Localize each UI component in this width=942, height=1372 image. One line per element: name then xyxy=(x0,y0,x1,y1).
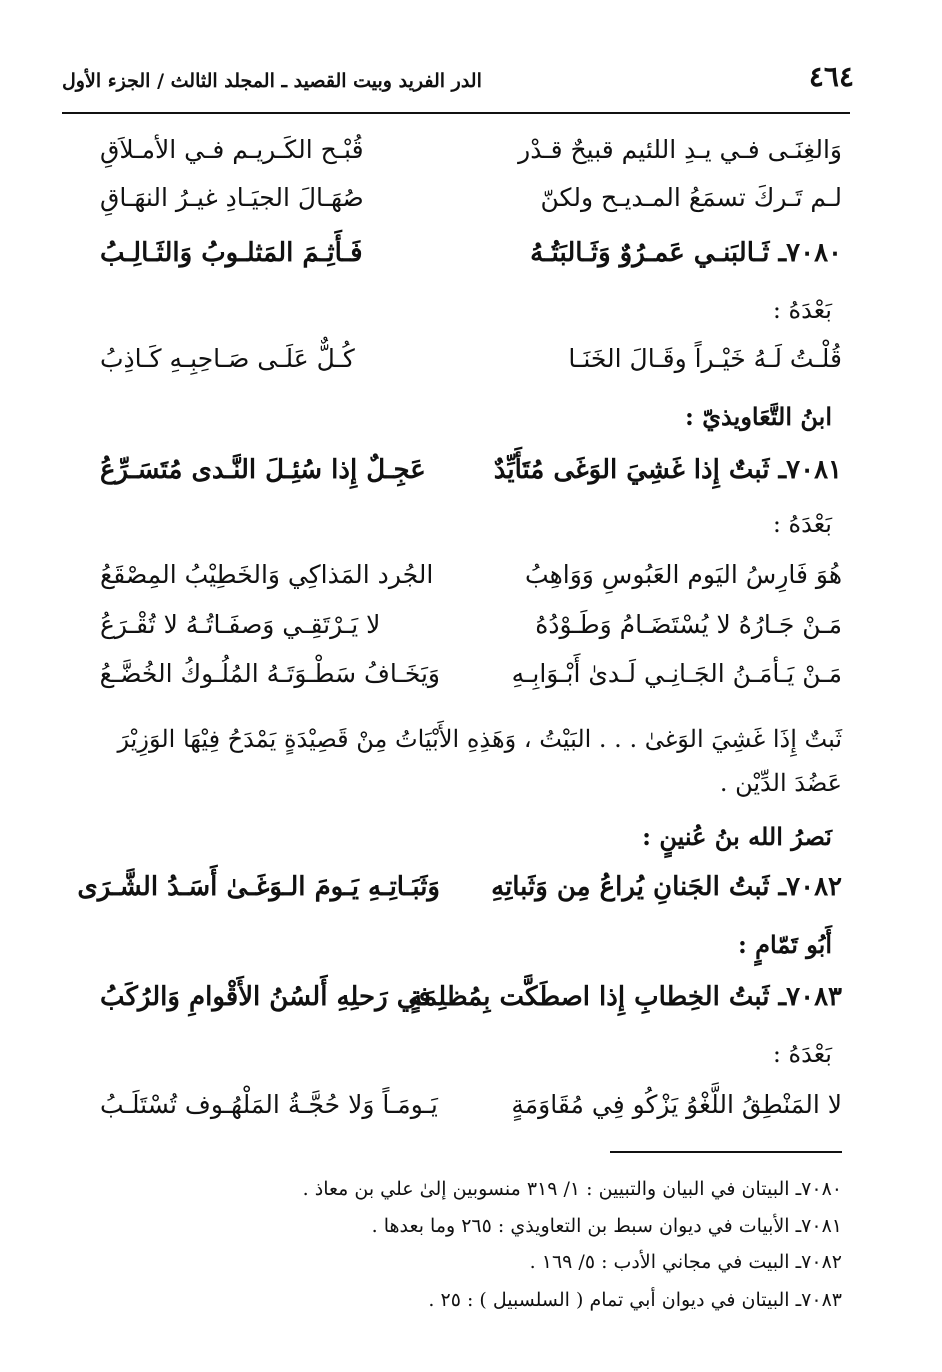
second-hemistich: وَثَبَـاتِـهِ يَـومَ الـوَغَـىٰ أَسَـدُ الشَّـرَى xyxy=(77,872,440,902)
section-label-after: بَعْدَهُ : xyxy=(772,296,832,324)
section-label-after: بَعْدَهُ : xyxy=(772,510,832,538)
verse-line xyxy=(100,560,842,589)
second-hemistich: وَيَخَـافُ سَطْـوَتَـهُ المُلُـوكُ الخُضَّـعُ xyxy=(99,659,440,688)
first-hemistich: قُلْـتُ لَـهُ خَيْـراً وقَـالَ الخَنَـا xyxy=(568,344,842,373)
second-hemistich: لا يَـرْتَقِـي وَصفَـاتُـهُ لا تُقْـرَعُ xyxy=(100,610,381,639)
verse-line-7080 xyxy=(100,238,842,268)
header-divider xyxy=(62,112,850,114)
verse-line-7081 xyxy=(100,455,842,485)
verse-line-7082 xyxy=(77,872,842,902)
verse-line-7083 xyxy=(100,982,842,1012)
poet-name-ibn-taawidhi: ابنُ التَّعَاويذيّ : xyxy=(685,402,832,431)
first-hemistich: مَـنْ يَـأمَـنُ الجَـانِـي لَـدىٰ أَبْـوَابِـهِ xyxy=(511,659,842,688)
first-hemistich: مَـنْ جَـارُهُ لا يُسْتَضَـامُ وَطَـوْدُهُ xyxy=(535,610,842,639)
footnote-divider xyxy=(610,1151,842,1153)
footnote-7080: ٧٠٨٠ـ البيتان في البيان والتبيين : ١/ ٣١٩ منسوبين إلىٰ علي بن معاذ . xyxy=(302,1178,842,1200)
footnote-7083: ٧٠٨٣ـ البيتان في ديوان أبي تمام ( السلسبيل ) : ٢٥ . xyxy=(428,1289,842,1311)
second-hemistich: الجُرد المَذاكِي وَالخَطِيْبُ المِصْقَعُ xyxy=(100,560,434,589)
verse-line xyxy=(100,659,842,688)
section-label-after: بَعْدَهُ : xyxy=(772,1040,832,1068)
running-title: الدر الفريد وبيت القصيد ـ المجلد الثالث / الجزء الأول xyxy=(62,70,482,92)
first-hemistich: ٧٠٨٣ـ ثَبتُ الخِطابِ إِذا اصطَكَّت بِمُظلِمَةٍ xyxy=(409,982,842,1012)
first-hemistich: لـم تَـركَ تسمَعُ المـديـح ولكنّ xyxy=(540,183,842,212)
second-hemistich: عَجِـلٌ إِذا سُئِـلَ النَّـدى مُتَسَـرِّعُ xyxy=(100,455,426,485)
first-hemistich: ٧٠٨٢ـ ثَبتُ الجَنانِ يُراعُ مِن وَثَباتِهِ xyxy=(491,872,842,902)
first-hemistich: هُوَ فَارِسُ اليَوم العَبُوسِ وَوَاهِبُ xyxy=(525,560,842,589)
commentary-line: عَضُدَ الدِّيْن . xyxy=(719,769,842,797)
second-hemistich: قُبْـح الكَـريـم فـي الأمـلاَقِ xyxy=(100,135,364,164)
second-hemistich: فَـأَثِـمَ المَثلـوبُ وَالثَـالِـبُ xyxy=(100,238,363,268)
verse-line xyxy=(100,183,842,212)
verse-line xyxy=(100,610,842,639)
second-hemistich: في رَحلِهِ أَلسُنُ الأَقْوامِ وَالرُكَبُ xyxy=(100,982,431,1012)
poet-name-abu-tammam: أَبُو تَمّامٍ : xyxy=(737,930,832,959)
footnote-7081: ٧٠٨١ـ الأبيات في ديوان سبط بن التعاويذي : ٢٦٥ وما بعدها . xyxy=(371,1215,842,1237)
second-hemistich: يَـومَـاً وَلا حُجَّـةُ المَلْهُـوف تُسْتَلَـبُ xyxy=(100,1090,438,1119)
verse-line xyxy=(100,344,842,373)
verse-line xyxy=(100,1090,842,1119)
first-hemistich: لا المَنْطِقُ اللَّغْوُ يَزْكُو فِي مُقَاوَمَةٍ xyxy=(511,1090,842,1119)
footnote-7082: ٧٠٨٢ـ البيت في مجاني الأدب : ٥/ ١٦٩ . xyxy=(529,1251,842,1273)
poet-name-nasrullah: نَصرُ الله بنُ عُنينٍ : xyxy=(642,822,832,851)
page-number: ٤٦٤ xyxy=(808,60,854,93)
commentary-line: ثَبتٌ إِذَا غَشِيَ الوَغىٰ . . . البَيْتُ ، وَهَذِهِ الأَبْيَاتُ مِنْ قَصِيْدَةٍ يَمْدَحُ فِيْهَا الوَزِيْرَ xyxy=(117,725,842,753)
first-hemistich: ٧٠٨٠ـ ثَـالبَنـي عَمـرُوٌ وَثَـالبَتُـهُ xyxy=(530,238,842,268)
second-hemistich: كُـلٌّ عَلَـى صَـاحِبِـهِ كَـاذِبُ xyxy=(100,344,355,373)
commentary-paragraph xyxy=(100,717,842,805)
first-hemistich: ٧٠٨١ـ ثَبتٌ إِذا غَشِيَ الوَغَى مُتَأَيِّدٌ xyxy=(493,455,842,485)
first-hemistich: وَالغِنَـى فـي يـدِ اللئيم قبيحٌ قـدْر xyxy=(518,135,842,164)
second-hemistich: صُهَـالَ الجيَـادِ غيـرُ النهَـاقِ xyxy=(100,183,364,212)
verse-line xyxy=(100,135,842,164)
